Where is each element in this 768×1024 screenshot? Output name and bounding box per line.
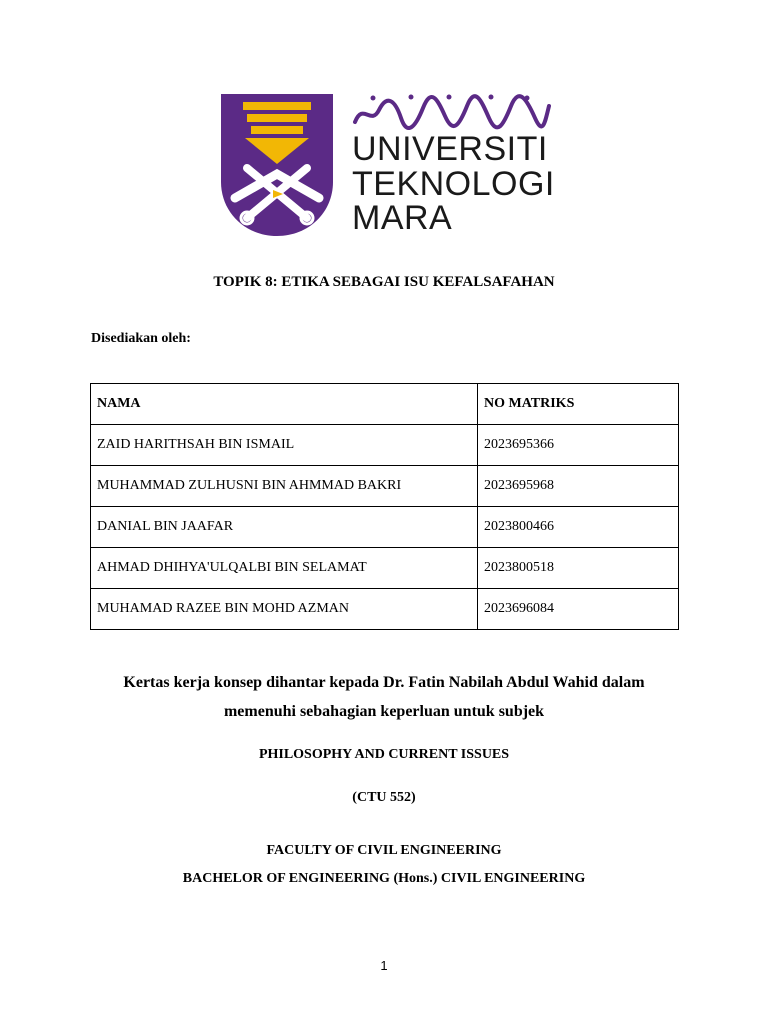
member-matric: 2023695366 — [478, 425, 679, 466]
header-no-matriks: NO MATRIKS — [478, 384, 679, 425]
page-number: 1 — [380, 958, 388, 973]
prepared-by-label: Disediakan oleh: — [91, 331, 191, 346]
programme-name: BACHELOR OF ENGINEERING (Hons.) CIVIL ENGINEERING — [182, 871, 586, 886]
member-name: DANIAL BIN JAAFAR — [91, 507, 478, 548]
table-row — [91, 589, 679, 630]
member-matric: 2023800518 — [478, 548, 679, 589]
document-title: TOPIK 8: ETIKA SEBAGAI ISU KEFALSAFAHAN — [213, 274, 555, 290]
member-matric: 2023695968 — [478, 466, 679, 507]
subject-name: PHILOSOPHY AND CURRENT ISSUES — [258, 747, 510, 762]
member-name: AHMAD DHIHYA'ULQALBI BIN SELAMAT — [91, 548, 478, 589]
logo-text-mara: MARA — [352, 199, 453, 237]
member-matric: 2023800466 — [478, 507, 679, 548]
member-name: MUHAMMAD ZULHUSNI BIN AHMMAD BAKRI — [91, 466, 478, 507]
logo-text-universiti: UNIVERSITI — [352, 130, 548, 168]
uitm-shield-emblem-icon — [221, 94, 333, 236]
logo-jawi-script — [351, 92, 551, 130]
table-row — [91, 466, 679, 507]
subject-code: (CTU 552) — [352, 790, 416, 805]
jawi-script-icon — [351, 92, 551, 130]
logo-text-teknologi: TEKNOLOGI — [352, 165, 555, 203]
table-row — [91, 507, 679, 548]
member-name: ZAID HARITHSAH BIN ISMAIL — [91, 425, 478, 466]
submission-line-2: memenuhi sebahagian keperluan untuk subjek — [223, 703, 545, 720]
header-nama: NAMA — [91, 384, 478, 425]
member-name: MUHAMAD RAZEE BIN MOHD AZMAN — [91, 589, 478, 630]
table-row — [91, 548, 679, 589]
faculty-name: FACULTY OF CIVIL ENGINEERING — [266, 843, 502, 858]
table-header-row — [91, 384, 679, 425]
uitm-logo — [221, 92, 555, 238]
table-row — [91, 425, 679, 466]
member-matric: 2023696084 — [478, 589, 679, 630]
submission-line-1: Kertas kerja konsep dihantar kepada Dr. Fatin Nabilah Abdul Wahid dalam — [123, 674, 645, 691]
members-table — [90, 383, 679, 630]
